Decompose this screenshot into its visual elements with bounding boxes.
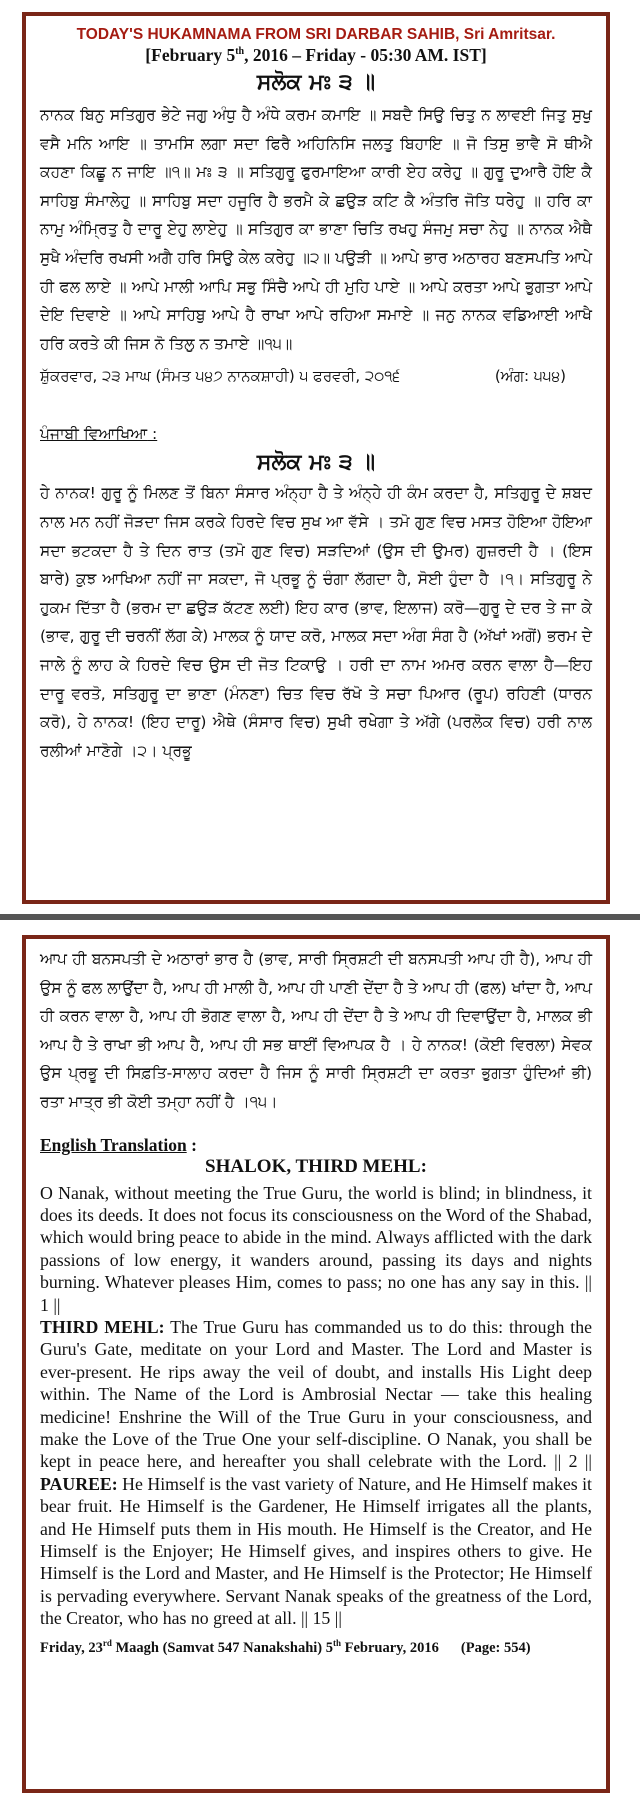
footer-day: Friday, 23 [40,1639,103,1656]
footer-month-ordinal: th [333,1637,342,1648]
punjabi-explanation-part1: ਹੇ ਨਾਨਕ! ਗੁਰੂ ਨੂੰ ਮਿਲਣ ਤੋਂ ਬਿਨਾ ਸੰਸਾਰ ਅੰਨ੍ਹਾ ਹੈ ਤੇ ਅੰਨ੍ਹੇ ਹੀ ਕੰਮ ਕਰਦਾ ਹੈ, ਸਤਿਗੁਰੂ ਦੇ ਸ਼ਬਦ ਨਾਲ ਮਨ ਨਹੀਂ ਜੋੜਦਾ ਜਿਸ ਕਰਕੇ ਹਿਰਦੇ ਵਿਚ ਸੁਖ ਆ ਵੱਸੇ । ਤਮੋ ਗੁਣ ਵਿਚ ਮਸਤ ਹੋਇਆ ਹੋਇਆ ਸਦਾ ਭਟਕਦਾ ਹੈ ਤੇ ਦਿਨ ਰਾਤ (ਤਮੋ ਗੁਣ ਵਿਚ) ਸੜਦਿਆਂ (ਉਸ ਦੀ ਉਮਰ) ਗੁਜ਼ਰਦੀ ਹੈ । (ਇਸ ਬਾਰੇ) ਕੁਝ ਆਖਿਆ ਨਹੀਂ ਜਾ ਸਕਦਾ, ਜੋ ਪ੍ਰਭੂ ਨੂੰ ਚੰਗਾ ਲੱਗਦਾ ਹੈ, ਸੋਈ ਹੁੰਦਾ ਹੈ ।੧। ਸਤਿਗੁਰੂ ਨੇ ਹੁਕਮ ਦਿੱਤਾ ਹੈ (ਭਰਮ ਦਾ ਛਉੜ ਕੱਟਣ ਲਈ) ਇਹ ਕਾਰ (ਭਾਵ, ਇਲਾਜ) ਕਰੋ—ਗੁਰੂ ਦੇ ਦਰ ਤੇ ਜਾ ਕੇ (ਭਾਵ, ਗੁਰੂ ਦੀ ਚਰਨੀਂ ਲੱਗ ਕੇ) ਮਾਲਕ ਨੂੰ ਯਾਦ ਕਰੋ, ਮਾਲਕ ਸਦਾ ਅੰਗ ਸੰਗ ਹੈ (ਅੱਖਾਂ ਅਗੋਂ) ਭਰਮ ਦੇ ਜਾਲੇ ਨੂੰ ਲਾਹ ਕੇ ਹਿਰਦੇ ਵਿਚ ਉਸ ਦੀ ਜੋਤ ਟਿਕਾਉ । ਹਰੀ ਦਾ ਨਾਮ ਅਮਰ ਕਰਨ ਵਾਲਾ ਹੈ—ਇਹ ਦਾਰੂ ਵਰਤੋ, ਸਤਿਗੁਰੂ ਦਾ ਭਾਣਾ (ਮੰਨਣਾ) ਚਿਤ ਵਿਚ ਰੱਖੋ ਤੇ ਸਚਾ ਪਿਆਰ (ਰੂਪ) ਰਹਿਣੀ (ਧਾਰਨ ਕਰੋ), ਹੇ ਨਾਨਕ! (ਇਹ ਦਾਰੂ) ਐਥੇ (ਸੰਸਾਰ ਵਿਚ) ਸੁਖੀ ਰਖੇਗਾ ਤੇ ਅੱਗੇ (ਪਰਲੋਕ ਵਿਚ) ਹਰੀ ਨਾਲ ਰਲੀਆਂ ਮਾਣੋਗੇ ।੨। ਪ੍ਰਭੂ [40,484,592,760]
punjabi-label-colon: : [147,425,158,444]
page-separator [0,910,640,928]
gurmukhi-date-line [40,367,592,385]
punjabi-label-text: ਪੰਜਾਬੀ ਵਿਆਖਿਆ [40,425,148,444]
punjabi-heading: ਸਲੋਕ ਮਃ ੩ ॥ [256,450,376,476]
separator-line [0,914,640,920]
gurmukhi-page-ref: (ਅੰਗ: ੫੫੪) [494,367,566,386]
english-date-footer [40,1638,592,1657]
date-ordinal: th [235,46,245,58]
english-paragraph-3: He Himself is the vast variety of Nature, and He Himself makes it bear fruit. He Himself is the Gardener, He Himself irrigates all the plants, and He Himself puts them in His mouth. He Himself is the Creator, and He Himself is the Enjoyer; He Himself gives, and inspires others to give. He Himself is the Lord and Master, and He Himself is the Protector; He Himself is pervading everywhere. Servant Nanak speaks of the greatness of the Lord, the Creator, who has no greed at all. || 15 || [40,1473,592,1629]
pauree-label: PAUREE: [40,1473,118,1494]
punjabi-explanation-part2: ਆਪ ਹੀ ਬਨਸਪਤੀ ਦੇ ਅਠਾਰਾਂ ਭਾਰ ਹੈ (ਭਾਵ, ਸਾਰੀ ਸ੍ਰਿਸ਼ਟੀ ਦੀ ਬਨਸਪਤੀ ਆਪ ਹੀ ਹੈ), ਆਪ ਹੀ ਉਸ ਨੂੰ ਫਲ ਲਾਉਂਦਾ ਹੈ, ਆਪ ਹੀ ਮਾਲੀ ਹੈ, ਆਪ ਹੀ ਪਾਣੀ ਦੇਂਦਾ ਹੈ ਤੇ ਆਪ ਹੀ (ਫਲ) ਖਾਂਦਾ ਹੈ, ਆਪ ਹੀ ਕਰਨ ਵਾਲਾ ਹੈ, ਆਪ ਹੀ ਭੋਗਣ ਵਾਲਾ ਹੈ, ਆਪ ਹੀ ਦੇਂਦਾ ਹੈ ਤੇ ਆਪ ਹੀ ਦਿਵਾਉਂਦਾ ਹੈ, ਮਾਲਕ ਭੀ ਆਪ ਹੈ ਤੇ ਰਾਖਾ ਭੀ ਆਪ ਹੈ, ਆਪ ਹੀ ਸਭ ਥਾਈਂ ਵਿਆਪਕ ਹੈ । ਹੇ ਨਾਨਕ! (ਕੋਈ ਵਿਰਲਾ) ਸੇਵਕ ਉਸ ਪ੍ਰਭੂ ਦੀ ਸਿਫ਼ਤਿ-ਸਾਲਾਹ ਕਰਦਾ ਹੈ ਜਿਸ ਨੂੰ ਸਾਰੀ ਸ੍ਰਿਸ਼ਟੀ ਦਾ ਕਰਤਾ ਭੁਗਤਾ ਹੁੰਦਿਆਂ ਭੀ) ਰਤਾ ਮਾਤ੍ਰ ਭੀ ਕੋਈ ਤਮ੍ਹਾ ਨਹੀਂ ਹੈ ।੧੫। [40,950,592,1111]
hukamnama-heading: ਸਲੋਕ ਮਃ ੩ ॥ [256,70,376,95]
english-heading: SHALOK, THIRD MEHL: [205,1155,427,1177]
english-translation-text [40,1182,592,1630]
date-time-subtitle [40,45,592,66]
english-label-text: English Translation [40,1134,187,1155]
footer-month-year: February, 2016 [341,1639,439,1656]
english-paragraph-2: The True Guru has commanded us to do this: through the Guru's Gate, meditate on your Lord and Master. The Lord and Master is ever-present. He rips away the veil of doubt, and installs His Light deep within. The Name of the Lord is Ambrosial Nectar — take this healing medicine! Enshrine the Will of the True Guru in your consciousness, and make the Love of the True One your self-discipline. O Nanak, you shall be kept in peace here, and hereafter you shall celebrate with the Lord. || 2 || [40,1317,593,1472]
footer-samvat: Maagh (Samvat 547 Nanakshahi) 5 [111,1639,333,1656]
date-prefix: [February 5 [145,45,236,65]
english-translation-label [40,1135,592,1156]
date-suffix: , 2016 – Friday - 05:30 AM. IST] [244,45,487,65]
english-label-colon: : [186,1134,197,1155]
hukamnama-gurmukhi-text: ਨਾਨਕ ਬਿਨੁ ਸਤਿਗੁਰ ਭੇਟੇ ਜਗੁ ਅੰਧੁ ਹੈ ਅੰਧੇ ਕਰਮ ਕਮਾਇ ॥ ਸਬਦੈ ਸਿਉ ਚਿਤੁ ਨ ਲਾਵਈ ਜਿਤੁ ਸੁਖੁ ਵਸੈ ਮਨਿ ਆਇ ॥ ਤਾਮਸਿ ਲਗਾ ਸਦਾ ਫਿਰੈ ਅਹਿਨਿਸਿ ਜਲਤੁ ਬਿਹਾਇ ॥ ਜੋ ਤਿਸੁ ਭਾਵੈ ਸੋ ਥੀਐ ਕਹਣਾ ਕਿਛੂ ਨ ਜਾਇ ॥੧॥ ਮਃ ੩ ॥ ਸਤਿਗੁਰੂ ਫੁਰਮਾਇਆ ਕਾਰੀ ਏਹ ਕਰੇਹੁ ॥ ਗੁਰੂ ਦੁਆਰੈ ਹੋਇ ਕੈ ਸਾਹਿਬੁ ਸੰਮਾਲੇਹੁ ॥ ਸਾਹਿਬੁ ਸਦਾ ਹਜੂਰਿ ਹੈ ਭਰਮੈ ਕੇ ਛਉੜ ਕਟਿ ਕੈ ਅੰਤਰਿ ਜੋਤਿ ਧਰੇਹੁ ॥ ਹਰਿ ਕਾ ਨਾਮੁ ਅੰਮ੍ਰਿਤੁ ਹੈ ਦਾਰੂ ਏਹੁ ਲਾਏਹੁ ॥ ਸਤਿਗੁਰ ਕਾ ਭਾਣਾ ਚਿਤਿ ਰਖਹੁ ਸੰਜਮੁ ਸਚਾ ਨੇਹੁ ॥ ਨਾਨਕ ਐਥੈ ਸੁਖੈ ਅੰਦਰਿ ਰਖਸੀ ਅਗੈ ਹਰਿ ਸਿਉ ਕੇਲ ਕਰੇਹੁ ॥੨॥ ਪਉੜੀ ॥ ਆਪੇ ਭਾਰ ਅਠਾਰਹ ਬਣਸਪਤਿ ਆਪੇ ਹੀ ਫਲ ਲਾਏ ॥ ਆਪੇ ਮਾਲੀ ਆਪਿ ਸਭੁ ਸਿੰਚੈ ਆਪੇ ਹੀ ਮੁਹਿ ਪਾਏ ॥ ਆਪੇ ਕਰਤਾ ਆਪੇ ਭੁਗਤਾ ਆਪੇ ਦੇਇ ਦਿਵਾਏ ॥ ਆਪੇ ਸਾਹਿਬੁ ਆਪੇ ਹੈ ਰਾਖਾ ਆਪੇ ਰਹਿਆ ਸਮਾਏ ॥ ਜਨੁ ਨਾਨਕ ਵਡਿਆਈ ਆਖੈ ਹਰਿ ਕਰਤੇ ਕੀ ਜਿਸ ਨੋ ਤਿਲੁ ਨ ਤਮਾਏ ॥੧੫॥ [40,106,592,353]
third-mehl-label: THIRD MEHL: [40,1317,165,1337]
page-title: TODAY'S HUKAMNAMA FROM SRI DARBAR SAHIB, Sri Amritsar. [76,26,556,43]
hukamnama-panel-top [22,12,610,904]
english-paragraph-1: O Nanak, without meeting the True Guru, the world is blind; in blindness, it does its deeds. It does not focus its consciousness on the Word of the Shabad, which would bring peace to abide in the mind. Always afflicted with the dark passions of low energy, it wanders around, passing its days and nights burning. Whatever pleases Him, comes to pass; no one has any say in this. || 1 || [40,1182,592,1315]
footer-page-ref: (Page: 554) [460,1639,531,1656]
hukamnama-panel-bottom [22,935,610,1793]
footer-day-ordinal: rd [102,1637,112,1648]
punjabi-explanation-label [40,425,592,444]
gurmukhi-date: ਸ਼ੁੱਕਰਵਾਰ, ੨੩ ਮਾਘ (ਸੰਮਤ ੫੪੭ ਨਾਨਕਸ਼ਾਹੀ) ੫ ਫਰਵਰੀ, ੨੦੧੬ [40,367,401,386]
